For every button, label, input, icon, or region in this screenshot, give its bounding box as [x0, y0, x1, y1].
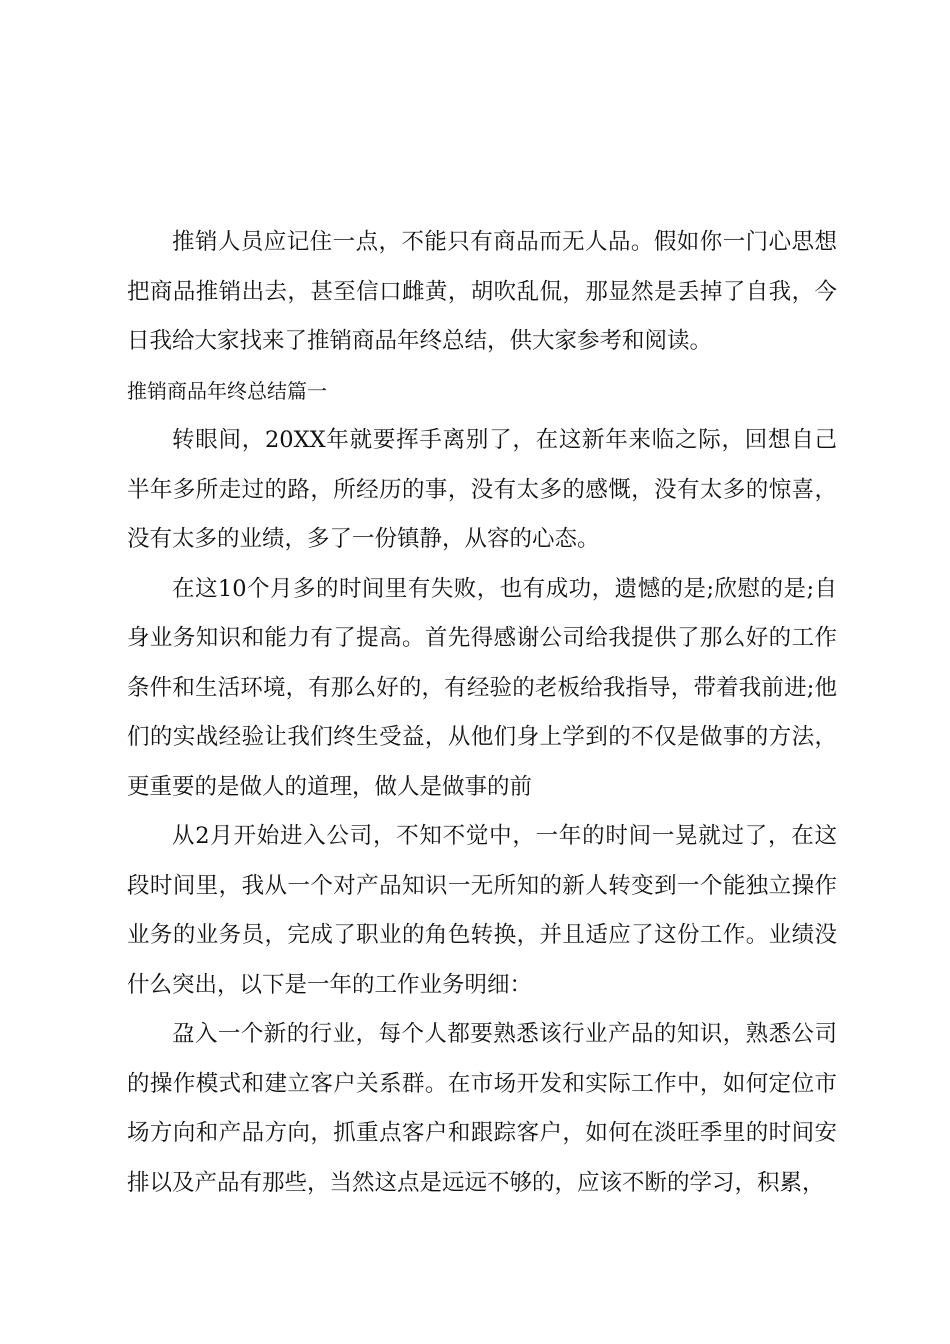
section-title: 推销商品年终总结篇一: [127, 378, 327, 403]
document-body: [127, 218, 837, 1208]
body-paragraph: 在这10个月多的时间里有失败，也有成功，遗憾的是;欣慰的是;自身业务知识和能力有了提高。首先得感谢公司给我提供了那么好的工作条件和生活环境，有那么好的，有经验的老板给我指导，带着我前进;他们的实战经验让我们终生受益，从他们身上学到的不仅是做事的方法，更重要的是做人的道理，做人是做事的前: [127, 575, 837, 800]
intro-paragraph: 推销人员应记住一点，不能只有商品而无人品。假如你一门心思想把商品推销出去，甚至信口雌黄，胡吹乱侃，那显然是丢掉了自我，今日我给大家找来了推销商品年终总结，供大家参考和阅读。: [127, 229, 837, 354]
body-paragraph: 从2月开始进入公司，不知不觉中，一年的时间一晃就过了，在这段时间里，我从一个对产品知识一无所知的新人转变到一个能独立操作业务的业务员，完成了职业的角色转换，并且适应了这份工作。业绩没什么突出，以下是一年的工作业务明细：: [127, 823, 837, 998]
body-paragraph: 盁入一个新的行业，每个人都要熟悉该行业产品的知识，熟悉公司的操作模式和建立客户关系群。在市场开发和实际工作中，如何定位市场方向和产品方向，抓重点客户和跟踪客户，如何在淡旺季里的时间安排以及产品有那些，当然这点是远远不够的，应该不断的学习，积累，: [127, 1021, 837, 1196]
body-paragraph: 转眼间，20XX年就要挥手离别了，在这新年来临之际，回想自己半年多所走过的路，所经历的事，没有太多的感慨，没有太多的惊喜，没有太多的业绩，多了一份镇静，从容的心态。: [127, 427, 837, 552]
